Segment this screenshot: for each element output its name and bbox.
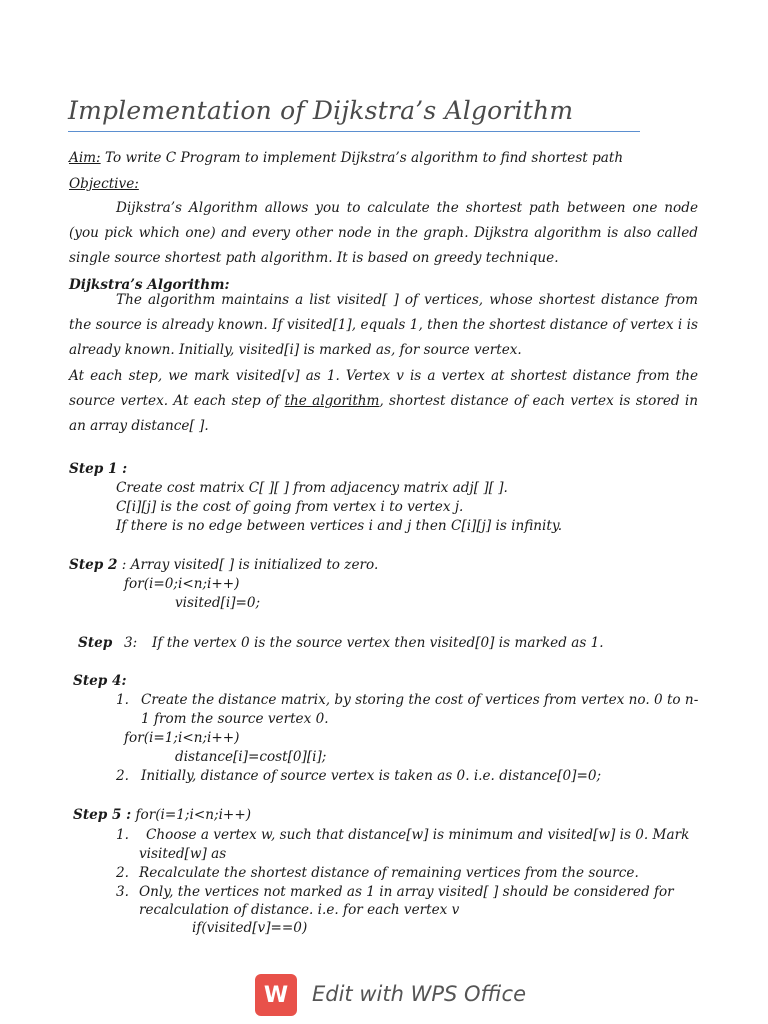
step2-code-2: visited[i]=0; [175, 595, 261, 611]
step5-item3-line1: Only, the vertices not marked as 1 in array visited[ ] should be considered for [139, 884, 674, 900]
step4-code-2: distance[i]=cost[0][i]; [175, 749, 327, 765]
step4-item2-text: Initially, distance of source vertex is taken as 0. i.e. distance[0]=0; [141, 768, 602, 784]
page-title: Implementation of Dijkstra’s Algorithm [68, 96, 574, 125]
step5-item1-line2: visited[w] as [139, 846, 227, 862]
step4-item1-line1: Create the distance matrix, by storing the cost of vertices from vertex no. 0 to n- [141, 692, 699, 708]
step4-code-1: for(i=1;i<n;i++) [124, 730, 240, 746]
step2-line [69, 556, 378, 575]
step1-line-2: C[i][j] is the cost of going from vertex i to vertex j. [116, 499, 464, 515]
step2-text: : Array visited[ ] is initialized to zero. [117, 557, 379, 573]
title-underline [68, 131, 640, 132]
step5-line [73, 806, 251, 825]
algorithm-link[interactable]: the algorithm [284, 393, 380, 410]
step5-item3-line2: recalculation of distance. i.e. for each vertex v [139, 902, 460, 918]
algorithm-para2-end: , shortest distance of each vertex is stored in an array distance[ ]. [69, 393, 698, 435]
step5-item3-num: 3. [116, 884, 129, 900]
step4-item2-num: 2. [116, 768, 129, 784]
aim-text: To write C Program to implement Dijkstra’s algorithm to find shortest path [100, 150, 624, 166]
step5-code-2: if(visited[v]==0) [192, 920, 308, 936]
step3-label: Step [78, 635, 113, 651]
step4-item1-line2: 1 from the source vertex 0. [141, 711, 329, 727]
step5-item2-text: Recalculate the shortest distance of remaining vertices from the source. [139, 865, 639, 881]
step4-label: Step 4: [73, 673, 127, 689]
step1-line-3: If there is no edge between vertices i and j then C[i][j] is infinity. [116, 518, 563, 534]
algorithm-paragraph-2 [69, 364, 698, 440]
algorithm-para2-start: At each step, we mark visited[v] as 1. Vertex v is a vertex at shortest distance from the source vertex. At each step of [69, 368, 698, 410]
step1-line-1: Create cost matrix C[ ][ ] from adjacency matrix adj[ ][ ]. [116, 480, 508, 496]
objective-paragraph: Dijkstra’s Algorithm allows you to calculate the shortest path between one node (you pick which one) and every other node in the graph. Dijkstra algorithm is also called single source shortest path algorithm. It is based on greedy technique. [69, 200, 698, 267]
step1-label: Step 1 : [69, 461, 128, 477]
step5-code: for(i=1;i<n;i++) [131, 807, 252, 823]
step2-label: Step 2 [69, 557, 118, 573]
objective-label: Objective: [69, 176, 139, 192]
step5-item2-num: 2. [116, 865, 129, 881]
wps-logo-icon: W [255, 974, 297, 1016]
algorithm-heading: Dijkstra’s Algorithm: [69, 277, 230, 293]
step5-label: Step 5 : [73, 807, 132, 823]
step5-item1-line1: Choose a vertex w, such that distance[w] is minimum and visited[w] is 0. Mark [146, 827, 690, 843]
step3-text: If the vertex 0 is the source vertex then visited[0] is marked as 1. [152, 635, 604, 651]
step3-num: 3: [124, 635, 138, 651]
step2-code-1: for(i=0;i<n;i++) [124, 576, 240, 592]
algorithm-paragraph-1: The algorithm maintains a list visited[ ] of vertices, whose shortest distance from the source is already known. If visited[1], equals 1, then the shortest distance of vertex i is already known. Initially, visited[i] is marked as, for source vertex. [69, 292, 698, 359]
aim-label: Aim: [69, 150, 101, 166]
wps-watermark-text: Edit with WPS Office [312, 982, 526, 1006]
step5-item1-num: 1. [116, 827, 129, 843]
aim-line [69, 149, 623, 168]
step4-item1-num: 1. [116, 692, 129, 708]
